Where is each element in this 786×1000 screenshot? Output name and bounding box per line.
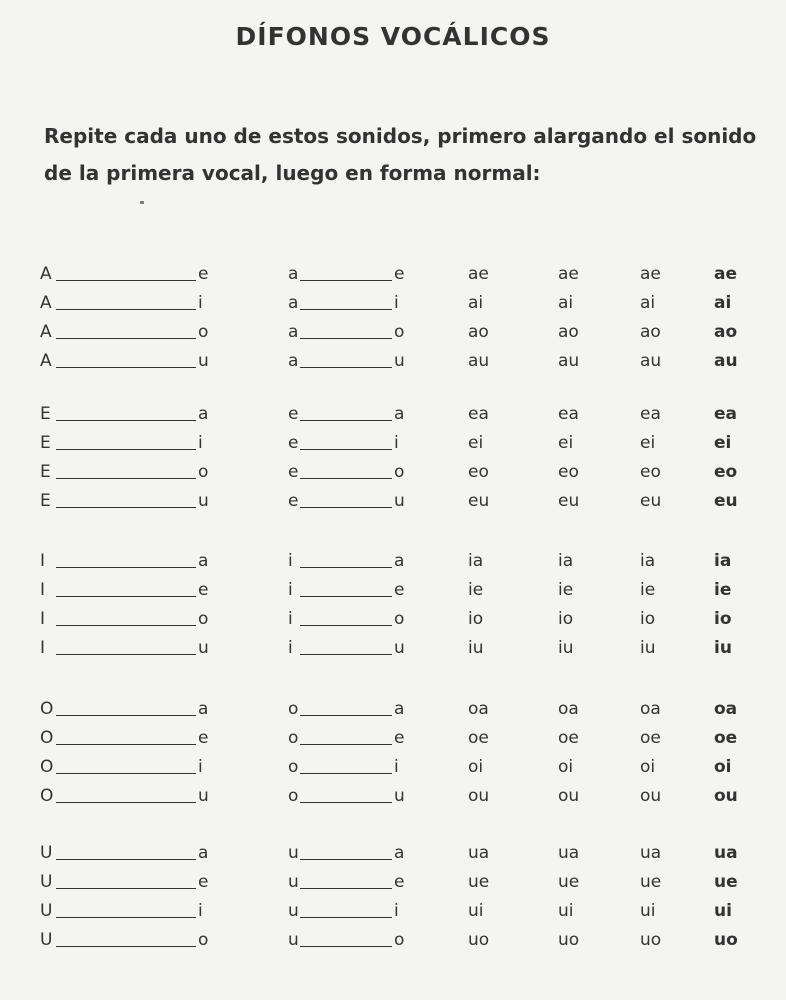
upper-vowel: O <box>40 757 54 777</box>
end-vowel: o <box>394 322 405 342</box>
diphthong: au <box>468 351 490 371</box>
diphthong: eo <box>640 462 661 482</box>
blank-line-long <box>56 567 196 568</box>
diphthong: ei <box>640 433 656 453</box>
upper-vowel: U <box>40 843 53 863</box>
blank-line-short <box>300 367 392 368</box>
end-vowel: o <box>394 930 405 950</box>
diphthong: oe <box>640 728 661 748</box>
end-vowel: a <box>394 551 405 571</box>
blank-line-short <box>300 420 392 421</box>
blank-line-long <box>56 802 196 803</box>
diphthong: au <box>714 351 738 371</box>
exercise-row <box>0 462 786 492</box>
lower-vowel: o <box>288 757 299 777</box>
upper-vowel: E <box>40 433 51 453</box>
diphthong: eu <box>640 491 662 511</box>
blank-line-long <box>56 507 196 508</box>
diphthong: uo <box>558 930 580 950</box>
end-vowel: o <box>394 609 405 629</box>
paper-speck <box>140 201 144 204</box>
lower-vowel: o <box>288 786 299 806</box>
end-vowel: o <box>394 462 405 482</box>
diphthong: ae <box>558 264 579 284</box>
end-vowel: a <box>198 843 209 863</box>
diphthong: eo <box>468 462 489 482</box>
diphthong: oi <box>468 757 484 777</box>
blank-line-short <box>300 946 392 947</box>
end-vowel: e <box>198 872 209 892</box>
lower-vowel: a <box>288 264 299 284</box>
blank-line-long <box>56 420 196 421</box>
exercise-row <box>0 901 786 931</box>
lower-vowel: i <box>288 580 293 600</box>
blank-line-long <box>56 888 196 889</box>
end-vowel: i <box>394 433 399 453</box>
end-vowel: e <box>394 580 405 600</box>
upper-vowel: U <box>40 930 53 950</box>
blank-line-long <box>56 449 196 450</box>
blank-line-long <box>56 917 196 918</box>
diphthong: oa <box>468 699 489 719</box>
blank-line-long <box>56 715 196 716</box>
lower-vowel: u <box>288 872 299 892</box>
end-vowel: e <box>394 728 405 748</box>
diphthong: ou <box>468 786 490 806</box>
upper-vowel: A <box>40 293 52 313</box>
diphthong: uo <box>468 930 490 950</box>
exercise-row <box>0 930 786 960</box>
lower-vowel: e <box>288 462 299 482</box>
lower-vowel: o <box>288 699 299 719</box>
diphthong: ou <box>640 786 662 806</box>
blank-line-long <box>56 859 196 860</box>
blank-line-short <box>300 309 392 310</box>
diphthong: ao <box>714 322 738 342</box>
diphthong: eu <box>468 491 490 511</box>
page-title: DÍFONOS VOCÁLICOS <box>235 22 551 51</box>
end-vowel: u <box>198 638 209 658</box>
end-vowel: u <box>394 638 405 658</box>
diphthong: ui <box>558 901 574 921</box>
diphthong: ie <box>714 580 732 600</box>
exercise-row <box>0 404 786 434</box>
diphthong: eo <box>714 462 738 482</box>
lower-vowel: i <box>288 551 293 571</box>
diphthong: ai <box>714 293 732 313</box>
diphthong: ia <box>640 551 656 571</box>
blank-line-long <box>56 654 196 655</box>
end-vowel: u <box>198 491 209 511</box>
end-vowel: a <box>198 699 209 719</box>
lower-vowel: a <box>288 351 299 371</box>
diphthong: oi <box>714 757 732 777</box>
upper-vowel: O <box>40 699 54 719</box>
diphthong: ao <box>468 322 489 342</box>
exercise-row <box>0 728 786 758</box>
end-vowel: u <box>198 351 209 371</box>
end-vowel: u <box>394 491 405 511</box>
end-vowel: a <box>198 404 209 424</box>
exercise-row <box>0 638 786 668</box>
end-vowel: e <box>394 264 405 284</box>
lower-vowel: i <box>288 609 293 629</box>
diphthong: io <box>468 609 484 629</box>
end-vowel: e <box>198 580 209 600</box>
diphthong: ia <box>714 551 732 571</box>
lower-vowel: a <box>288 322 299 342</box>
diphthong: iu <box>714 638 732 658</box>
end-vowel: i <box>394 293 399 313</box>
exercise-row <box>0 551 786 581</box>
diphthong: ua <box>714 843 738 863</box>
end-vowel: u <box>394 351 405 371</box>
upper-vowel: U <box>40 872 53 892</box>
diphthong: ea <box>714 404 738 424</box>
blank-line-short <box>300 449 392 450</box>
exercise-row <box>0 843 786 873</box>
end-vowel: a <box>394 843 405 863</box>
exercise-row <box>0 351 786 381</box>
diphthong: ai <box>558 293 574 313</box>
blank-line-short <box>300 654 392 655</box>
upper-vowel: E <box>40 462 51 482</box>
blank-line-long <box>56 478 196 479</box>
diphthong: ua <box>640 843 662 863</box>
diphthong: ie <box>468 580 484 600</box>
end-vowel: o <box>198 322 209 342</box>
exercise-row <box>0 264 786 294</box>
blank-line-short <box>300 625 392 626</box>
diphthong: oa <box>714 699 738 719</box>
upper-vowel: I <box>40 580 46 600</box>
end-vowel: u <box>198 786 209 806</box>
exercise-row <box>0 699 786 729</box>
exercise-row <box>0 580 786 610</box>
upper-vowel: U <box>40 901 53 921</box>
lower-vowel: u <box>288 843 299 863</box>
blank-line-long <box>56 773 196 774</box>
blank-line-short <box>300 338 392 339</box>
diphthong: ie <box>558 580 574 600</box>
diphthong: ao <box>558 322 579 342</box>
exercise-row <box>0 757 786 787</box>
upper-vowel: A <box>40 322 52 342</box>
end-vowel: u <box>394 786 405 806</box>
end-vowel: a <box>394 699 405 719</box>
lower-vowel: a <box>288 293 299 313</box>
blank-line-short <box>300 773 392 774</box>
blank-line-long <box>56 625 196 626</box>
blank-line-short <box>300 859 392 860</box>
diphthong: ia <box>558 551 574 571</box>
upper-vowel: E <box>40 404 51 424</box>
diphthong: ea <box>640 404 661 424</box>
diphthong: oe <box>558 728 579 748</box>
diphthong: ou <box>558 786 580 806</box>
blank-line-long <box>56 946 196 947</box>
exercise-row <box>0 872 786 902</box>
end-vowel: i <box>394 757 399 777</box>
blank-line-long <box>56 309 196 310</box>
lower-vowel: e <box>288 491 299 511</box>
diphthong: eu <box>714 491 738 511</box>
diphthong: ou <box>714 786 738 806</box>
exercise-row <box>0 786 786 816</box>
blank-line-short <box>300 917 392 918</box>
end-vowel: i <box>394 901 399 921</box>
diphthong: ue <box>640 872 662 892</box>
diphthong: oa <box>558 699 579 719</box>
diphthong: ue <box>468 872 490 892</box>
diphthong: ai <box>468 293 484 313</box>
diphthong: iu <box>640 638 656 658</box>
lower-vowel: u <box>288 901 299 921</box>
diphthong: ai <box>640 293 656 313</box>
blank-line-short <box>300 280 392 281</box>
blank-line-short <box>300 888 392 889</box>
end-vowel: e <box>394 872 405 892</box>
diphthong: ae <box>468 264 489 284</box>
end-vowel: i <box>198 293 203 313</box>
blank-line-long <box>56 596 196 597</box>
end-vowel: e <box>198 264 209 284</box>
blank-line-long <box>56 744 196 745</box>
diphthong: ue <box>714 872 738 892</box>
blank-line-long <box>56 367 196 368</box>
diphthong: au <box>558 351 580 371</box>
lower-vowel: u <box>288 930 299 950</box>
diphthong: ui <box>468 901 484 921</box>
instructions <box>44 118 774 192</box>
end-vowel: e <box>198 728 209 748</box>
instructions-line-2: de la primera vocal, luego en forma normal: <box>44 161 541 185</box>
lower-vowel: o <box>288 728 299 748</box>
upper-vowel: O <box>40 786 54 806</box>
diphthong: uo <box>714 930 738 950</box>
instructions-line-1: Repite cada uno de estos sonidos, primero alargando el sonido <box>44 124 757 148</box>
blank-line-short <box>300 478 392 479</box>
upper-vowel: I <box>40 638 46 658</box>
diphthong: oi <box>640 757 656 777</box>
end-vowel: o <box>198 462 209 482</box>
blank-line-short <box>300 567 392 568</box>
upper-vowel: I <box>40 551 46 571</box>
blank-line-short <box>300 744 392 745</box>
lower-vowel: e <box>288 433 299 453</box>
diphthong: ei <box>558 433 574 453</box>
diphthong: ei <box>714 433 732 453</box>
end-vowel: a <box>394 404 405 424</box>
diphthong: ia <box>468 551 484 571</box>
diphthong: ui <box>640 901 656 921</box>
diphthong: oe <box>714 728 738 748</box>
blank-line-short <box>300 802 392 803</box>
diphthong: iu <box>558 638 574 658</box>
diphthong: ui <box>714 901 732 921</box>
diphthong: au <box>640 351 662 371</box>
exercise-row <box>0 433 786 463</box>
diphthong: oi <box>558 757 574 777</box>
diphthong: io <box>714 609 732 629</box>
end-vowel: i <box>198 757 203 777</box>
diphthong: uo <box>640 930 662 950</box>
upper-vowel: I <box>40 609 46 629</box>
diphthong: oe <box>468 728 489 748</box>
blank-line-short <box>300 596 392 597</box>
exercise-row <box>0 491 786 521</box>
lower-vowel: i <box>288 638 293 658</box>
exercise-row <box>0 293 786 323</box>
upper-vowel: A <box>40 264 52 284</box>
blank-line-long <box>56 280 196 281</box>
diphthong: io <box>640 609 656 629</box>
diphthong: ue <box>558 872 580 892</box>
diphthong: eu <box>558 491 580 511</box>
blank-line-long <box>56 338 196 339</box>
diphthong: ua <box>558 843 580 863</box>
end-vowel: i <box>198 433 203 453</box>
diphthong: ae <box>714 264 738 284</box>
exercise-row <box>0 609 786 639</box>
blank-line-short <box>300 715 392 716</box>
blank-line-short <box>300 507 392 508</box>
lower-vowel: e <box>288 404 299 424</box>
diphthong: ea <box>468 404 489 424</box>
upper-vowel: A <box>40 351 52 371</box>
end-vowel: a <box>198 551 209 571</box>
end-vowel: o <box>198 930 209 950</box>
exercise-row <box>0 322 786 352</box>
diphthong: ao <box>640 322 661 342</box>
diphthong: ae <box>640 264 661 284</box>
diphthong: eo <box>558 462 579 482</box>
upper-vowel: O <box>40 728 54 748</box>
end-vowel: o <box>198 609 209 629</box>
diphthong: ie <box>640 580 656 600</box>
diphthong: ea <box>558 404 579 424</box>
diphthong: ei <box>468 433 484 453</box>
diphthong: io <box>558 609 574 629</box>
upper-vowel: E <box>40 491 51 511</box>
diphthong: ua <box>468 843 490 863</box>
diphthong: iu <box>468 638 484 658</box>
end-vowel: i <box>198 901 203 921</box>
diphthong: oa <box>640 699 661 719</box>
